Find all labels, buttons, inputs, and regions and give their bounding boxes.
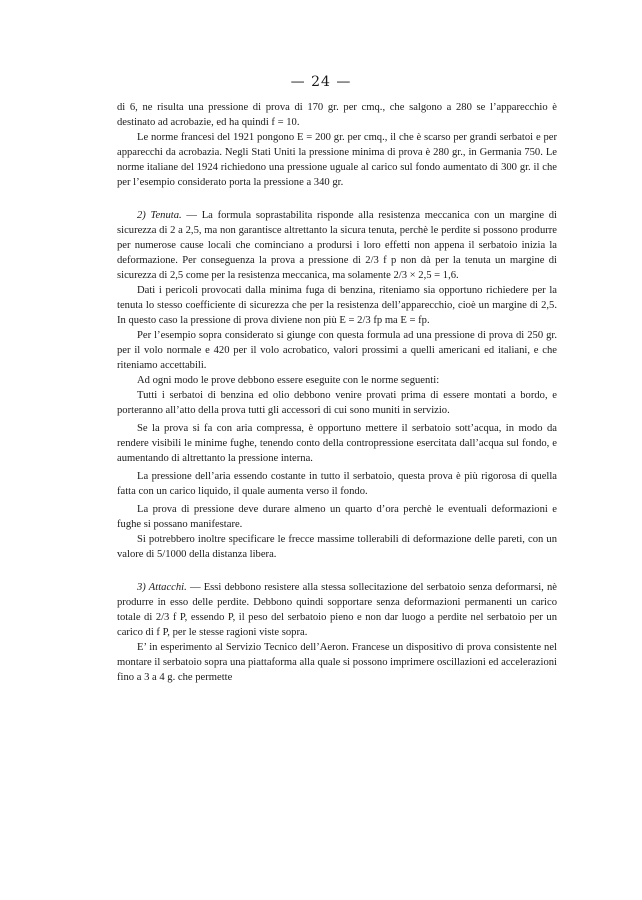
paragraph-8: Se la prova si fa con aria compressa, è opportuno mettere il serbatoio sott’acqua, in modo da rendere visibili le minime fughe, tenendo conto della contropressione esercitata dall’acqua sul fondo, e aumentando di altrettanto la pressione interna.: [117, 423, 557, 464]
paragraph-6: Ad ogni modo le prove debbono essere eseguite con le norme seguenti:: [137, 375, 440, 386]
paragraph-1: di 6, ne risulta una pressione di prova di 170 gr. per cmq., che salgono a 280 se l’apparecchio è destinato ad acrobazie, ed ha quindi f = 10.: [117, 102, 557, 128]
section-tenuta: [117, 208, 557, 283]
section-attacchi: [117, 580, 557, 640]
paragraph-13: E’ in esperimento al Servizio Tecnico dell’Aeron. Francese un dispositivo di prova consistente nel montare il serbatoio sopra una piattaforma alla quale si possono imprimere oscillazioni ed accelerazioni fino a 3 a 4 g. che permette: [117, 642, 557, 683]
paragraph-7: Tutti i serbatoi di benzina ed olio debbono venire provati prima di essere montati a bordo, e porteranno all’atto della prova tutti gli accessori di cui sono muniti in servizio.: [117, 390, 557, 416]
paragraph-2: Le norme francesi del 1921 pongono E = 200 gr. per cmq., il che è scarso per grandi serbatoi e per apparecchi da acrobazia. Negli Stati Uniti la pressione minima di prova è 280 gr., in Germania 750. Le norme italiane del 1924 richiedono una pressione uguale al carico sul fondo aumentato di 300 gr. il che per l’esempio considerato porta la pressione a 340 gr.: [117, 132, 557, 188]
section-text-tenuta: — La formula soprastabilita risponde alla resistenza meccanica con un margine di sicurezza di 2 a 2,5, ma non garantisce altrettanto la sicura tenuta, perchè le perdite si possono produrre per numerose cause locali che cominciano a prodursi i loro effetti non appena il serbatoio inizia la deformazione. Per conseguenza la prova a pressione di 2/3 f p non dà per la tenuta un margine di sicurezza di 2,5 come per la resistenza meccanica, ma solamente 2/3 × 2,5 = 1,6.: [117, 210, 557, 281]
section-heading-attacchi: 3) Attacchi.: [137, 582, 187, 593]
paragraph-5: Per l’esempio sopra considerato si giunge con questa formula ad una pressione di prova di 250 gr. per il volo normale e 420 per il volo acrobatico, valori prossimi a quelli americani ed italiani, e che riteniamo accettabili.: [117, 330, 557, 371]
document-body: [117, 100, 557, 685]
paragraph-4: Dati i pericoli provocati dalla minima fuga di benzina, riteniamo sia opportuno richiedere per la tenuta lo stesso coefficiente di sicurezza che per la resistenza dell’apparecchio, cioè un margine di 2,5. In questo caso la pressione di prova diviene non più E = 2/3 fp ma E = fp.: [117, 285, 557, 326]
section-heading-tenuta: 2) Tenuta.: [137, 210, 182, 221]
page-number: — 24 —: [290, 74, 352, 90]
paragraph-10: La prova di pressione deve durare almeno un quarto d’ora perchè le eventuali deformazioni e fughe si possano manifestare.: [117, 504, 557, 530]
section-text-attacchi: — Essi debbono resistere alla stessa sollecitazione del serbatoio senza deformarsi, nè produrre in esso delle perdite. Debbono quindi sopportare senza deformazioni permanenti un carico totale di 2/3 f P, essendo P, il peso del serbatoio pieno e non dar luogo a perdite nel serbatoio per un carico di f P, per le stesse ragioni viste sopra.: [117, 582, 557, 638]
paragraph-11: Si potrebbero inoltre specificare le frecce massime tollerabili di deformazione delle pareti, con un valore di 5/1000 della distanza libera.: [117, 534, 557, 560]
paragraph-9: La pressione dell’aria essendo costante in tutto il serbatoio, questa prova è più rigorosa di quella fatta con un carico liquido, il quale aumenta verso il fondo.: [117, 471, 557, 497]
